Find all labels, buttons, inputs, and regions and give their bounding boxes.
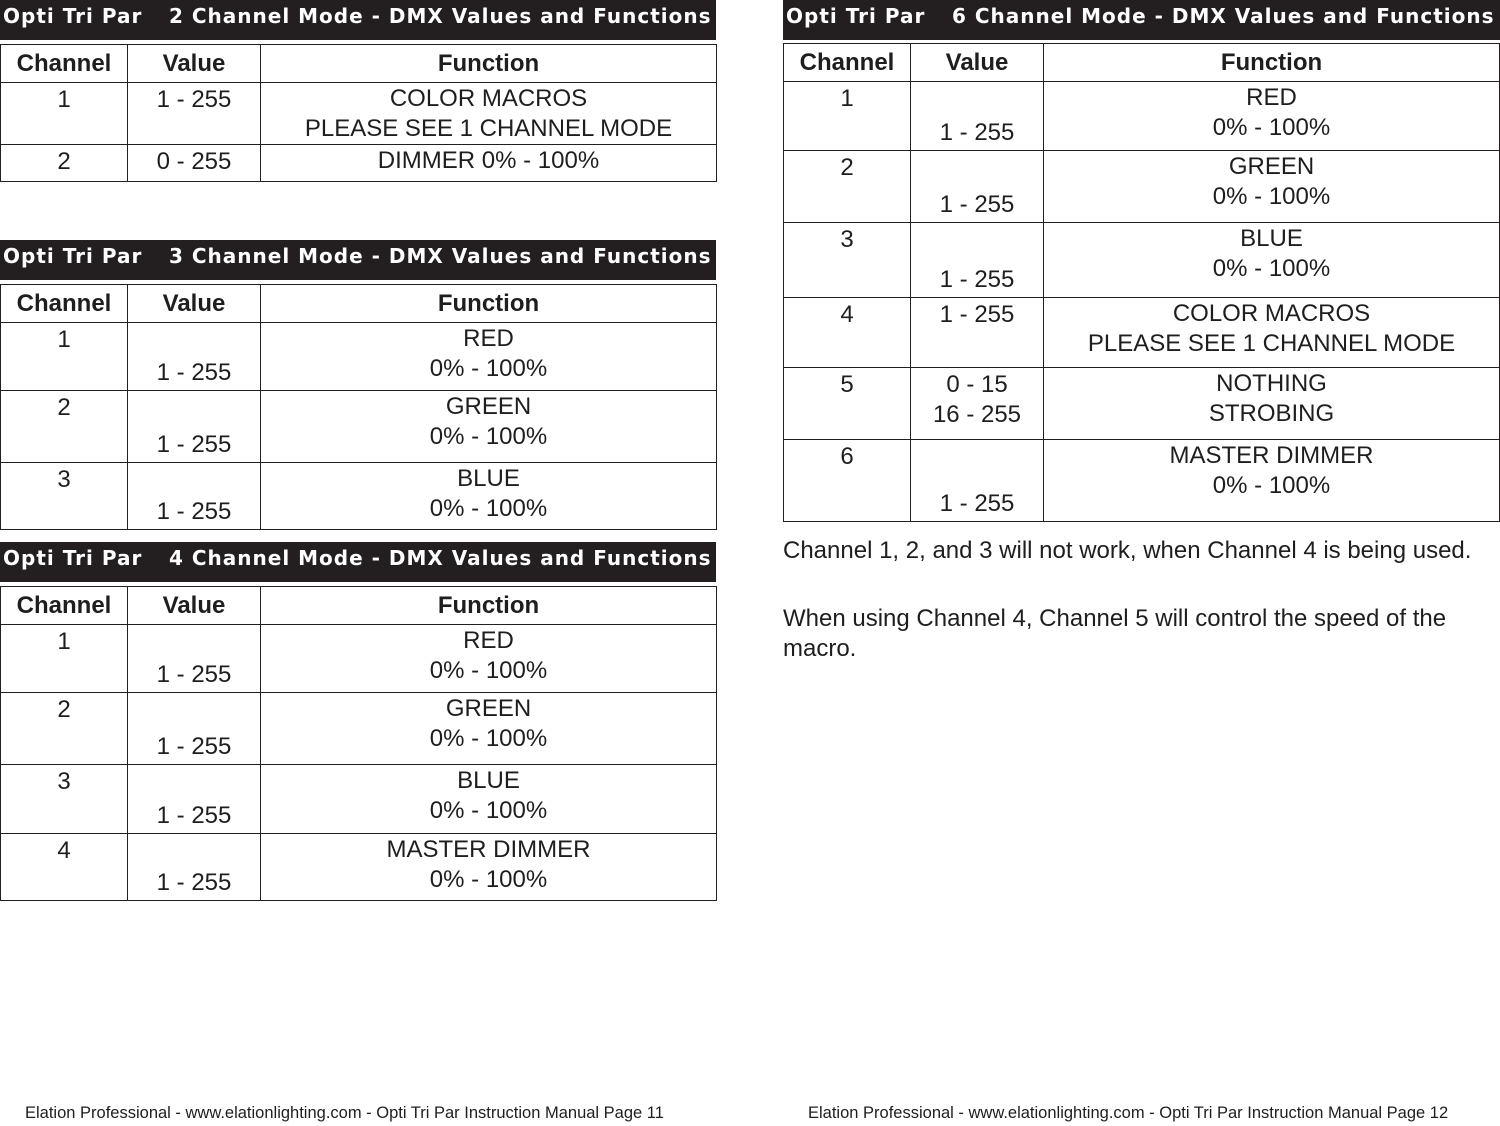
- value-line: 1 - 255: [939, 490, 1015, 517]
- cell-function: [261, 693, 717, 765]
- function-line: RED: [463, 627, 514, 654]
- value-line: 1 - 255: [156, 359, 232, 386]
- cell-channel: 2: [1, 391, 128, 463]
- dmx-table: [0, 284, 717, 530]
- value-line: 1 - 255: [939, 301, 1015, 328]
- function-line: GREEN: [445, 393, 532, 420]
- cell-value: [128, 765, 261, 834]
- note-macro-speed: When using Channel 4, Channel 5 will control the speed of the macro.: [783, 605, 1447, 662]
- cell-value: [911, 223, 1044, 298]
- table-row: [784, 151, 1500, 223]
- cell-channel: 4: [784, 298, 911, 368]
- col-header-function: Function: [261, 45, 717, 83]
- col-header-value: Value: [128, 587, 261, 625]
- col-header-value: Value: [911, 44, 1044, 82]
- value-line: 16 - 255: [932, 401, 1022, 428]
- cell-value: [128, 693, 261, 765]
- col-header-function: Function: [1044, 44, 1500, 82]
- table-header-bar: [0, 0, 716, 40]
- cell-function: [261, 625, 717, 693]
- function-line: 0% - 100%: [1212, 114, 1331, 141]
- cell-channel: 1: [1, 625, 128, 693]
- col-header-function: Function: [261, 285, 717, 323]
- cell-channel: 1: [1, 83, 128, 145]
- col-header-channel: Channel: [1, 587, 128, 625]
- table-row: [1, 625, 717, 693]
- footer-right: Elation Professional - www.elationlighting.com - Opti Tri Par Instruction Manual Page 12: [808, 1104, 1449, 1122]
- function-line: GREEN: [445, 695, 532, 722]
- col-header-value: Value: [128, 285, 261, 323]
- function-line: 0% - 100%: [429, 495, 548, 522]
- col-header-channel: Channel: [1, 45, 128, 83]
- cell-channel: 4: [1, 834, 128, 901]
- cell-channel: 2: [784, 151, 911, 223]
- value-line: 1 - 255: [156, 869, 232, 896]
- cell-function: [1044, 440, 1500, 522]
- cell-value: [911, 298, 1044, 368]
- value-line: 0 - 255: [156, 148, 232, 175]
- value-line: 1 - 255: [156, 733, 232, 760]
- function-line: PLEASE SEE 1 CHANNEL MODE: [304, 115, 673, 142]
- function-line: 0% - 100%: [429, 797, 548, 824]
- function-line: STROBING: [1208, 400, 1335, 427]
- function-line: 0% - 100%: [1212, 255, 1331, 282]
- col-header-channel: Channel: [784, 44, 911, 82]
- cell-value: [128, 323, 261, 391]
- cell-channel: 2: [1, 145, 128, 182]
- dmx-table: [0, 586, 717, 901]
- cell-function: [261, 83, 717, 145]
- cell-channel: 1: [1, 323, 128, 391]
- cell-value: [128, 463, 261, 530]
- table-row: [1, 765, 717, 834]
- function-line: RED: [1246, 84, 1297, 111]
- function-line: 0% - 100%: [1212, 472, 1331, 499]
- function-line: 0% - 100%: [1212, 183, 1331, 210]
- cell-function: [1044, 368, 1500, 440]
- table-row: [1, 83, 717, 145]
- cell-function: [261, 323, 717, 391]
- cell-channel: 2: [1, 693, 128, 765]
- table-header-bar: [0, 542, 716, 582]
- value-line: 1 - 255: [939, 266, 1015, 293]
- function-line: 0% - 100%: [429, 725, 548, 752]
- function-line: BLUE: [1240, 225, 1303, 252]
- cell-function: [1044, 82, 1500, 151]
- cell-function: [261, 145, 717, 182]
- table-title: 6 Channel Mode - DMX Values and Functions: [952, 4, 1495, 28]
- table-row: [1, 391, 717, 463]
- table-row: [1, 834, 717, 901]
- note-channel-conflict: Channel 1, 2, and 3 will not work, when Channel 4 is being used.: [783, 537, 1472, 564]
- table-row: [1, 145, 717, 182]
- cell-function: [1044, 223, 1500, 298]
- cell-channel: 6: [784, 440, 911, 522]
- value-line: 1 - 255: [939, 119, 1015, 146]
- function-line: 0% - 100%: [429, 866, 548, 893]
- function-line: 0% - 100%: [429, 355, 548, 382]
- col-header-channel: Channel: [1, 285, 128, 323]
- function-line: BLUE: [457, 465, 520, 492]
- value-line: 1 - 255: [156, 498, 232, 525]
- cell-function: [1044, 298, 1500, 368]
- function-line: MASTER DIMMER: [386, 836, 591, 863]
- value-line: 1 - 255: [156, 431, 232, 458]
- table-2-channel-mode: [0, 0, 716, 185]
- function-line: 0% - 100%: [429, 657, 548, 684]
- value-line: 1 - 255: [156, 86, 232, 113]
- table-row: [784, 82, 1500, 151]
- table-row: [1, 463, 717, 530]
- cell-function: [261, 834, 717, 901]
- function-line: 0% - 100%: [429, 423, 548, 450]
- value-line: 1 - 255: [156, 661, 232, 688]
- table-row: [784, 223, 1500, 298]
- dmx-table: [0, 44, 717, 182]
- cell-value: [128, 391, 261, 463]
- value-line: 1 - 255: [156, 802, 232, 829]
- cell-value: [911, 82, 1044, 151]
- table-title: 4 Channel Mode - DMX Values and Functions: [169, 546, 712, 570]
- table-header-bar: [0, 240, 716, 280]
- brand-label: Opti Tri Par: [3, 244, 143, 268]
- function-line: RED: [463, 325, 514, 352]
- cell-channel: 5: [784, 368, 911, 440]
- col-header-function: Function: [261, 587, 717, 625]
- function-line: GREEN: [1228, 153, 1315, 180]
- function-line: BLUE: [457, 767, 520, 794]
- table-row: [1, 693, 717, 765]
- cell-channel: 3: [1, 463, 128, 530]
- brand-label: Opti Tri Par: [3, 4, 143, 28]
- cell-value: [911, 440, 1044, 522]
- function-line: COLOR MACROS: [1172, 300, 1371, 327]
- cell-channel: 3: [1, 765, 128, 834]
- table-4-channel-mode: [0, 542, 716, 904]
- table-row: [784, 298, 1500, 368]
- table-row: [1, 323, 717, 391]
- function-line: PLEASE SEE 1 CHANNEL MODE: [1087, 330, 1456, 357]
- cell-value: [911, 151, 1044, 223]
- cell-value: [128, 625, 261, 693]
- footer-left: Elation Professional - www.elationlighting.com - Opti Tri Par Instruction Manual Page 11: [25, 1104, 664, 1122]
- cell-value: [128, 83, 261, 145]
- dmx-table: [783, 43, 1500, 522]
- cell-function: [261, 765, 717, 834]
- table-row: [784, 440, 1500, 522]
- table-row: [784, 368, 1500, 440]
- brand-label: Opti Tri Par: [3, 546, 143, 570]
- table-title: 2 Channel Mode - DMX Values and Functions: [169, 4, 712, 28]
- cell-value: [128, 145, 261, 182]
- value-line: 1 - 255: [939, 191, 1015, 218]
- cell-channel: 1: [784, 82, 911, 151]
- table-3-channel-mode: [0, 240, 716, 532]
- table-header-bar: [783, 0, 1500, 40]
- cell-function: [261, 391, 717, 463]
- function-line: DIMMER 0% - 100%: [377, 147, 600, 174]
- cell-channel: 3: [784, 223, 911, 298]
- function-line: NOTHING: [1216, 370, 1327, 397]
- table-6-channel-mode: [783, 0, 1500, 526]
- cell-value: [911, 368, 1044, 440]
- cell-value: [128, 834, 261, 901]
- function-line: COLOR MACROS: [389, 85, 588, 112]
- brand-label: Opti Tri Par: [786, 4, 926, 28]
- cell-function: [1044, 151, 1500, 223]
- function-line: MASTER DIMMER: [1169, 442, 1374, 469]
- cell-function: [261, 463, 717, 530]
- table-title: 3 Channel Mode - DMX Values and Functions: [169, 244, 712, 268]
- value-line: 0 - 15: [946, 371, 1008, 398]
- col-header-value: Value: [128, 45, 261, 83]
